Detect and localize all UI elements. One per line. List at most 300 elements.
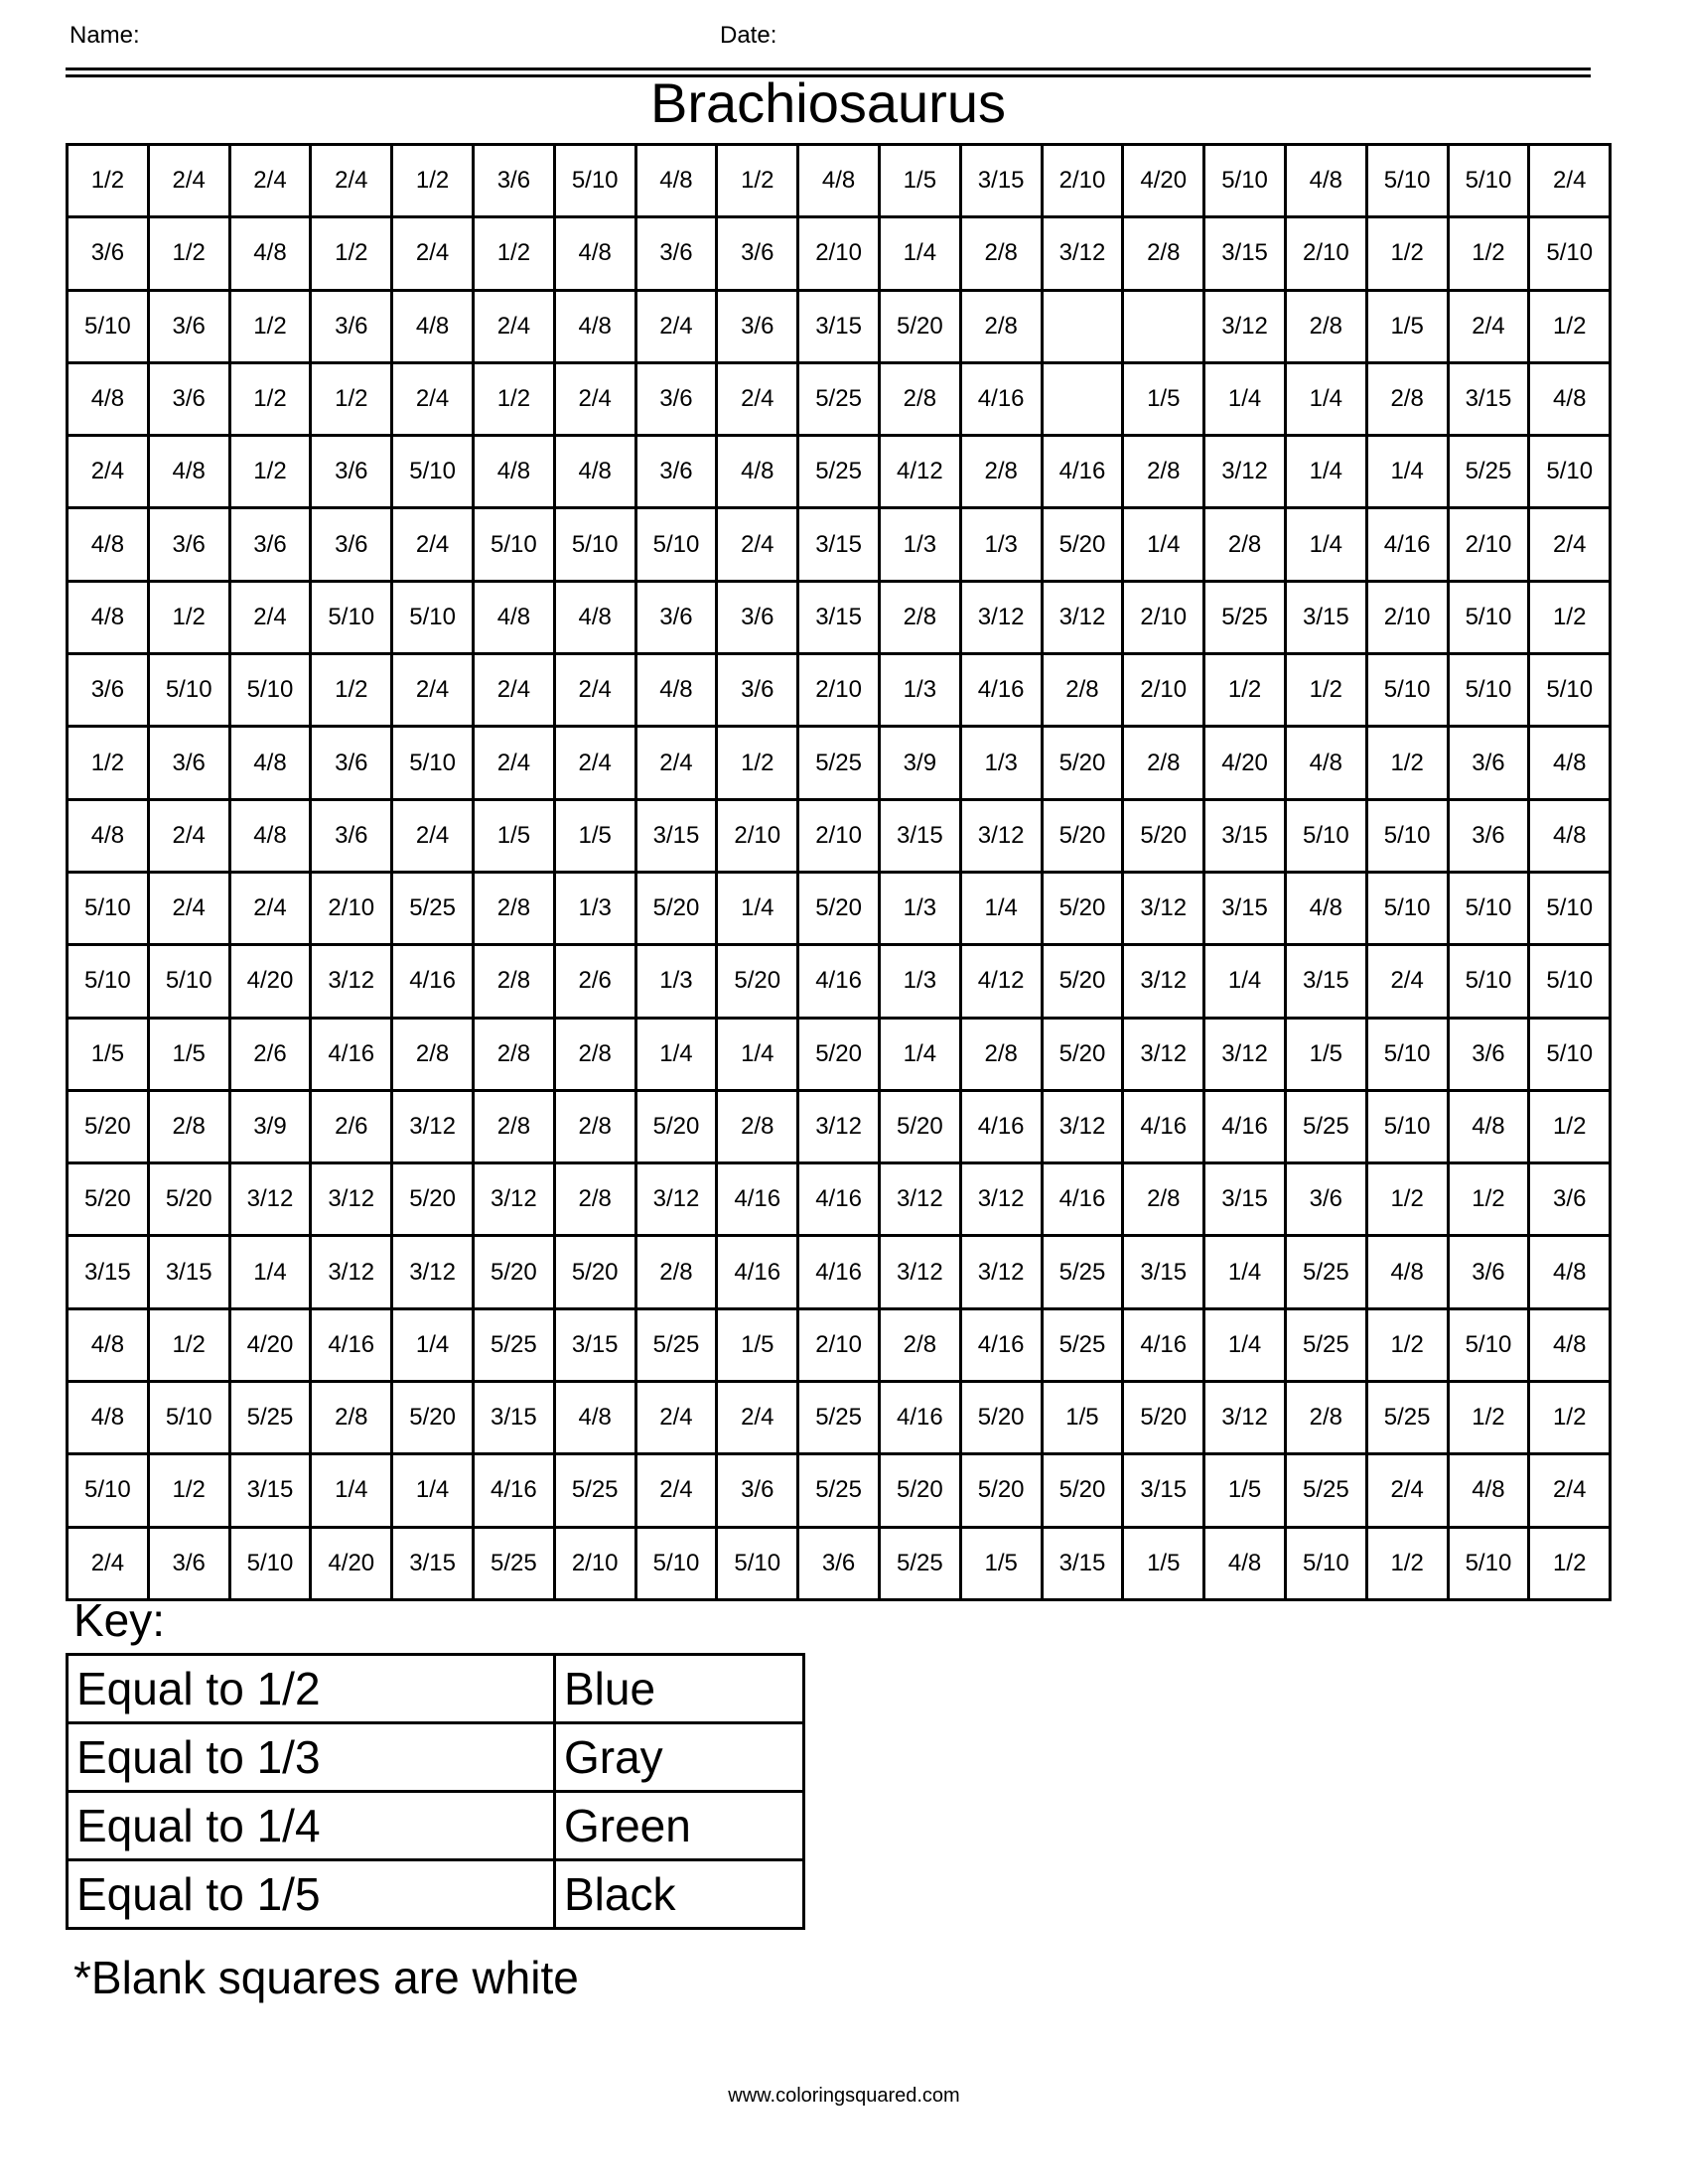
grid-cell: 1/3 — [879, 508, 960, 581]
grid-cell: 3/6 — [311, 799, 392, 872]
grid-cell: 1/2 — [148, 217, 229, 290]
grid-cell: 3/12 — [311, 1163, 392, 1236]
grid-row — [68, 799, 1611, 872]
grid-cell: 2/8 — [148, 1090, 229, 1162]
grid-cell: 4/8 — [148, 436, 229, 508]
grid-cell: 4/8 — [1285, 872, 1366, 944]
grid-cell: 4/8 — [1448, 1090, 1529, 1162]
grid-cell: 1/4 — [1366, 436, 1448, 508]
grid-cell: 2/4 — [473, 290, 554, 362]
key-fraction: Equal to 1/3 — [68, 1723, 555, 1792]
grid-cell: 1/4 — [392, 1308, 474, 1381]
grid-cell: 2/8 — [392, 1018, 474, 1090]
grid-cell: 5/10 — [554, 145, 635, 217]
grid-cell: 4/16 — [960, 654, 1042, 727]
grid-cell: 3/15 — [1448, 362, 1529, 435]
grid-cell: 3/12 — [392, 1090, 474, 1162]
grid-cell: 4/20 — [229, 1308, 311, 1381]
grid-cell: 1/4 — [879, 217, 960, 290]
grid-cell: 4/16 — [960, 1308, 1042, 1381]
grid-cell: 1/2 — [1448, 1382, 1529, 1454]
grid-cell: 4/16 — [1042, 1163, 1123, 1236]
grid-cell: 5/20 — [1042, 727, 1123, 799]
grid-cell: 5/20 — [635, 1090, 717, 1162]
grid-cell: 3/15 — [1204, 217, 1286, 290]
grid-cell: 3/12 — [1042, 581, 1123, 653]
grid-cell: 2/10 — [798, 1308, 880, 1381]
grid-cell: 1/3 — [554, 872, 635, 944]
grid-cell: 2/4 — [1448, 290, 1529, 362]
grid-cell: 3/6 — [1448, 1236, 1529, 1308]
grid-cell: 5/10 — [229, 654, 311, 727]
grid-cell: 4/8 — [473, 436, 554, 508]
grid-cell: 2/8 — [1123, 217, 1204, 290]
grid-cell: 2/8 — [1123, 436, 1204, 508]
grid-cell: 1/3 — [879, 654, 960, 727]
grid-cell: 4/8 — [68, 362, 149, 435]
grid-cell: 5/20 — [879, 1454, 960, 1527]
grid-cell: 1/4 — [311, 1454, 392, 1527]
grid-row — [68, 362, 1611, 435]
grid-cell: 3/6 — [473, 145, 554, 217]
grid-cell: 1/4 — [635, 1018, 717, 1090]
grid-cell: 2/6 — [311, 1090, 392, 1162]
grid-cell: 1/4 — [392, 1454, 474, 1527]
key-color: Gray — [555, 1723, 804, 1792]
grid-cell: 3/12 — [1123, 1018, 1204, 1090]
grid-cell: 3/15 — [1123, 1454, 1204, 1527]
grid-cell: 1/5 — [1204, 1454, 1286, 1527]
grid-cell: 3/15 — [798, 508, 880, 581]
grid-cell: 5/20 — [68, 1090, 149, 1162]
grid-cell: 3/6 — [311, 436, 392, 508]
grid-cell: 1/3 — [960, 508, 1042, 581]
grid-row — [68, 1308, 1611, 1381]
grid-cell: 5/20 — [1042, 1454, 1123, 1527]
grid-cell: 2/4 — [635, 1454, 717, 1527]
grid-cell: 2/8 — [554, 1163, 635, 1236]
key-fraction: Equal to 1/2 — [68, 1655, 555, 1723]
grid-cell: 3/15 — [392, 1527, 474, 1599]
grid-cell: 5/20 — [879, 290, 960, 362]
grid-cell: 2/4 — [148, 145, 229, 217]
grid-row — [68, 581, 1611, 653]
grid-cell: 2/8 — [1366, 362, 1448, 435]
grid-cell: 5/25 — [635, 1308, 717, 1381]
grid-row — [68, 145, 1611, 217]
grid-cell: 4/8 — [1285, 727, 1366, 799]
grid-cell: 3/6 — [68, 654, 149, 727]
grid-cell: 5/20 — [1042, 799, 1123, 872]
grid-row — [68, 217, 1611, 290]
grid-cell: 3/15 — [1285, 581, 1366, 653]
grid-cell: 5/20 — [798, 872, 880, 944]
grid-cell: 2/10 — [798, 654, 880, 727]
grid-cell: 3/6 — [311, 508, 392, 581]
grid-cell: 3/6 — [635, 362, 717, 435]
grid-cell: 2/10 — [1285, 217, 1366, 290]
grid-cell — [1042, 290, 1123, 362]
grid-cell: 2/4 — [635, 727, 717, 799]
grid-cell: 1/2 — [68, 727, 149, 799]
grid-cell: 3/6 — [68, 217, 149, 290]
grid-cell: 5/10 — [311, 581, 392, 653]
grid-cell: 3/6 — [635, 436, 717, 508]
key-color: Black — [555, 1860, 804, 1929]
grid-cell: 3/15 — [1285, 945, 1366, 1018]
date-label: Date: — [720, 22, 777, 49]
grid-cell: 2/8 — [554, 1090, 635, 1162]
grid-cell: 5/20 — [635, 872, 717, 944]
grid-cell: 4/8 — [635, 145, 717, 217]
grid-cell: 3/6 — [717, 581, 798, 653]
grid-cell: 3/12 — [879, 1163, 960, 1236]
grid-cell: 1/2 — [1285, 654, 1366, 727]
grid-cell: 5/20 — [1042, 1018, 1123, 1090]
grid-cell: 3/6 — [635, 581, 717, 653]
grid-cell: 5/10 — [1366, 799, 1448, 872]
name-label: Name: — [70, 22, 140, 49]
grid-row — [68, 654, 1611, 727]
grid-cell: 1/2 — [148, 1454, 229, 1527]
grid-cell: 2/8 — [1123, 727, 1204, 799]
key-table — [66, 1653, 805, 1930]
grid-cell — [1042, 362, 1123, 435]
grid-cell: 4/8 — [68, 1308, 149, 1381]
key-row — [68, 1860, 804, 1929]
grid-cell: 3/6 — [311, 290, 392, 362]
grid-cell: 3/6 — [717, 1454, 798, 1527]
grid-cell: 5/10 — [473, 508, 554, 581]
grid-cell: 3/6 — [717, 290, 798, 362]
grid-cell: 4/8 — [1529, 799, 1611, 872]
grid-row — [68, 290, 1611, 362]
grid-cell: 2/4 — [717, 508, 798, 581]
grid-cell: 5/20 — [392, 1382, 474, 1454]
grid-cell: 3/12 — [229, 1163, 311, 1236]
grid-cell: 4/16 — [1123, 1308, 1204, 1381]
grid-cell: 3/6 — [1448, 1018, 1529, 1090]
grid-cell: 2/4 — [473, 654, 554, 727]
grid-cell: 4/8 — [392, 290, 474, 362]
grid-cell: 3/12 — [960, 799, 1042, 872]
grid-cell: 2/4 — [473, 727, 554, 799]
page-title: Brachiosaurus — [650, 71, 1006, 134]
grid-cell: 1/5 — [68, 1018, 149, 1090]
grid-cell: 3/6 — [717, 654, 798, 727]
grid-cell: 2/8 — [717, 1090, 798, 1162]
grid-cell: 4/16 — [960, 362, 1042, 435]
grid-cell: 2/8 — [473, 872, 554, 944]
grid-cell: 5/20 — [68, 1163, 149, 1236]
grid-cell: 2/4 — [1529, 1454, 1611, 1527]
puzzle-grid — [66, 143, 1612, 1601]
grid-cell: 5/10 — [1366, 145, 1448, 217]
grid-cell: 4/8 — [68, 1382, 149, 1454]
grid-cell: 1/2 — [1529, 1382, 1611, 1454]
key-label: Key: — [73, 1594, 166, 1646]
grid-cell: 2/6 — [554, 945, 635, 1018]
grid-cell: 3/12 — [1204, 1018, 1286, 1090]
grid-cell: 1/5 — [960, 1527, 1042, 1599]
grid-cell: 1/3 — [879, 945, 960, 1018]
grid-cell: 1/2 — [473, 217, 554, 290]
grid-cell: 5/20 — [1042, 872, 1123, 944]
grid-cell: 3/6 — [148, 727, 229, 799]
grid-cell: 2/8 — [473, 1018, 554, 1090]
grid-cell: 3/12 — [635, 1163, 717, 1236]
grid-cell: 4/16 — [1204, 1090, 1286, 1162]
grid-cell: 4/8 — [554, 290, 635, 362]
grid-cell: 4/16 — [311, 1308, 392, 1381]
grid-cell: 4/16 — [960, 1090, 1042, 1162]
grid-cell: 3/15 — [554, 1308, 635, 1381]
grid-cell: 1/2 — [1529, 290, 1611, 362]
grid-row — [68, 1527, 1611, 1599]
grid-cell: 5/10 — [392, 436, 474, 508]
grid-cell: 3/6 — [635, 217, 717, 290]
grid-cell: 1/3 — [635, 945, 717, 1018]
grid-cell: 1/5 — [717, 1308, 798, 1381]
key-row — [68, 1655, 804, 1723]
grid-cell: 1/3 — [960, 727, 1042, 799]
grid-cell: 1/2 — [1529, 1090, 1611, 1162]
grid-cell: 3/15 — [229, 1454, 311, 1527]
grid-cell: 4/8 — [798, 145, 880, 217]
grid-cell: 3/15 — [1042, 1527, 1123, 1599]
grid-cell: 5/25 — [798, 436, 880, 508]
grid-row — [68, 1090, 1611, 1162]
grid-cell: 5/10 — [635, 508, 717, 581]
grid-cell: 1/5 — [879, 145, 960, 217]
grid-cell: 3/12 — [1204, 1382, 1286, 1454]
grid-cell: 2/8 — [960, 290, 1042, 362]
grid-cell: 2/4 — [229, 145, 311, 217]
grid-cell: 1/5 — [1366, 290, 1448, 362]
grid-cell: 2/8 — [1285, 290, 1366, 362]
grid-cell: 5/20 — [148, 1163, 229, 1236]
grid-cell: 2/10 — [311, 872, 392, 944]
grid-cell: 4/16 — [473, 1454, 554, 1527]
grid-cell: 1/5 — [1123, 1527, 1204, 1599]
grid-cell: 5/20 — [798, 1018, 880, 1090]
grid-cell: 1/4 — [1204, 945, 1286, 1018]
grid-cell: 5/10 — [1529, 945, 1611, 1018]
grid-cell: 3/15 — [148, 1236, 229, 1308]
grid-cell: 5/20 — [960, 1454, 1042, 1527]
grid-cell: 1/2 — [1529, 1527, 1611, 1599]
grid-cell: 3/12 — [473, 1163, 554, 1236]
grid-cell: 1/2 — [1366, 727, 1448, 799]
grid-cell: 5/10 — [68, 945, 149, 1018]
grid-cell: 3/15 — [68, 1236, 149, 1308]
grid-cell: 4/8 — [1285, 145, 1366, 217]
grid-cell: 1/2 — [1366, 1527, 1448, 1599]
grid-cell: 1/2 — [717, 145, 798, 217]
grid-cell: 2/10 — [554, 1527, 635, 1599]
grid-cell: 2/4 — [68, 436, 149, 508]
key-fraction: Equal to 1/5 — [68, 1860, 555, 1929]
grid-cell: 1/2 — [1448, 217, 1529, 290]
grid-cell: 1/5 — [1285, 1018, 1366, 1090]
grid-cell: 5/20 — [473, 1236, 554, 1308]
grid-cell: 2/8 — [879, 1308, 960, 1381]
grid-cell: 3/6 — [1448, 727, 1529, 799]
grid-cell: 5/25 — [798, 362, 880, 435]
grid-cell: 3/12 — [1123, 945, 1204, 1018]
grid-cell: 5/10 — [229, 1527, 311, 1599]
grid-cell: 5/10 — [1529, 436, 1611, 508]
grid-cell: 3/6 — [148, 290, 229, 362]
grid-cell: 2/10 — [1123, 654, 1204, 727]
grid-cell: 2/10 — [1366, 581, 1448, 653]
key-color: Blue — [555, 1655, 804, 1723]
grid-cell: 2/4 — [717, 1382, 798, 1454]
grid-cell: 5/25 — [1285, 1090, 1366, 1162]
grid-cell: 5/10 — [717, 1527, 798, 1599]
grid-cell: 2/8 — [554, 1018, 635, 1090]
grid-cell: 1/5 — [1123, 362, 1204, 435]
grid-cell: 2/8 — [960, 436, 1042, 508]
grid-cell: 3/12 — [798, 1090, 880, 1162]
grid-cell: 2/4 — [635, 1382, 717, 1454]
grid-cell: 4/16 — [717, 1236, 798, 1308]
grid-cell: 4/8 — [229, 799, 311, 872]
grid-cell: 5/10 — [1448, 581, 1529, 653]
grid-cell: 1/3 — [879, 872, 960, 944]
grid-cell: 3/6 — [1285, 1163, 1366, 1236]
grid-cell: 5/25 — [1285, 1308, 1366, 1381]
grid-cell: 4/8 — [68, 581, 149, 653]
grid-cell: 1/2 — [311, 654, 392, 727]
grid-cell: 2/8 — [1123, 1163, 1204, 1236]
footer-url: www.coloringsquared.com — [728, 2085, 960, 2107]
grid-cell: 3/6 — [148, 362, 229, 435]
grid-cell: 3/12 — [1204, 290, 1286, 362]
grid-cell: 1/2 — [229, 436, 311, 508]
grid-cell: 2/4 — [392, 508, 474, 581]
grid-cell: 4/8 — [554, 217, 635, 290]
grid-cell: 1/2 — [229, 290, 311, 362]
grid-cell: 4/8 — [1366, 1236, 1448, 1308]
grid-cell: 4/16 — [798, 1163, 880, 1236]
grid-cell: 1/2 — [1204, 654, 1286, 727]
grid-cell: 1/4 — [1123, 508, 1204, 581]
grid-row — [68, 1018, 1611, 1090]
grid-cell: 2/4 — [392, 654, 474, 727]
grid-cell: 4/8 — [1529, 727, 1611, 799]
grid-cell: 1/2 — [148, 1308, 229, 1381]
grid-cell: 2/4 — [229, 872, 311, 944]
grid-cell: 5/10 — [68, 290, 149, 362]
grid-cell: 1/4 — [879, 1018, 960, 1090]
grid-cell: 2/4 — [554, 654, 635, 727]
grid-cell: 3/12 — [960, 1163, 1042, 1236]
grid-cell: 3/9 — [229, 1090, 311, 1162]
grid-cell: 3/15 — [879, 799, 960, 872]
grid-cell: 1/2 — [68, 145, 149, 217]
grid-cell: 3/15 — [798, 290, 880, 362]
grid-cell: 2/4 — [148, 872, 229, 944]
grid-cell: 4/8 — [229, 727, 311, 799]
grid-cell: 5/10 — [1366, 654, 1448, 727]
grid-cell: 2/4 — [1366, 1454, 1448, 1527]
grid-cell: 4/16 — [1123, 1090, 1204, 1162]
grid-cell: 3/15 — [960, 145, 1042, 217]
grid-cell: 3/15 — [473, 1382, 554, 1454]
grid-cell: 1/4 — [960, 872, 1042, 944]
grid-cell: 5/20 — [717, 945, 798, 1018]
grid-cell: 5/10 — [392, 727, 474, 799]
grid-cell: 5/20 — [960, 1382, 1042, 1454]
grid-cell: 5/25 — [1448, 436, 1529, 508]
grid-cell: 3/9 — [879, 727, 960, 799]
grid-cell: 3/12 — [1204, 436, 1286, 508]
grid-cell: 3/12 — [879, 1236, 960, 1308]
grid-row — [68, 1236, 1611, 1308]
grid-cell: 4/16 — [879, 1382, 960, 1454]
grid-cell: 4/16 — [392, 945, 474, 1018]
grid-cell: 1/4 — [1204, 362, 1286, 435]
grid-cell: 2/4 — [311, 145, 392, 217]
grid-cell: 4/20 — [229, 945, 311, 1018]
grid-cell: 5/20 — [554, 1236, 635, 1308]
grid-cell: 5/10 — [1285, 799, 1366, 872]
grid-cell: 4/8 — [717, 436, 798, 508]
grid-cell: 4/8 — [68, 799, 149, 872]
grid-cell: 5/25 — [392, 872, 474, 944]
grid-cell: 2/8 — [311, 1382, 392, 1454]
grid-cell: 2/10 — [798, 799, 880, 872]
grid-cell: 4/8 — [554, 581, 635, 653]
grid-cell: 2/4 — [392, 799, 474, 872]
grid-cell: 2/4 — [1366, 945, 1448, 1018]
grid-cell: 4/20 — [1204, 727, 1286, 799]
grid-cell: 1/4 — [717, 1018, 798, 1090]
grid-cell: 5/25 — [554, 1454, 635, 1527]
grid-cell: 5/25 — [1285, 1454, 1366, 1527]
grid-cell: 1/2 — [392, 145, 474, 217]
grid-cell: 5/10 — [148, 654, 229, 727]
grid-cell: 4/8 — [229, 217, 311, 290]
grid-cell: 1/2 — [311, 217, 392, 290]
grid-cell: 4/16 — [1042, 436, 1123, 508]
grid-cell: 2/4 — [1529, 145, 1611, 217]
grid-cell: 5/10 — [1366, 872, 1448, 944]
grid-cell: 2/10 — [798, 217, 880, 290]
grid-cell: 5/10 — [148, 1382, 229, 1454]
grid-cell: 5/25 — [1285, 1236, 1366, 1308]
grid-cell: 2/8 — [960, 217, 1042, 290]
grid-cell: 4/16 — [798, 945, 880, 1018]
grid-cell: 4/8 — [68, 508, 149, 581]
grid-cell: 2/10 — [1448, 508, 1529, 581]
grid-cell: 5/25 — [879, 1527, 960, 1599]
grid-cell: 4/16 — [1366, 508, 1448, 581]
grid-cell: 5/10 — [1448, 145, 1529, 217]
key-note: *Blank squares are white — [73, 1952, 579, 2003]
grid-cell: 5/25 — [473, 1308, 554, 1381]
grid-cell: 2/4 — [717, 362, 798, 435]
grid-cell: 2/10 — [1042, 145, 1123, 217]
grid-cell: 1/4 — [1285, 508, 1366, 581]
grid-cell: 4/8 — [473, 581, 554, 653]
grid-cell: 5/25 — [1042, 1308, 1123, 1381]
grid-cell: 1/5 — [473, 799, 554, 872]
grid-row — [68, 1382, 1611, 1454]
grid-cell: 5/10 — [1448, 872, 1529, 944]
grid-cell: 1/4 — [229, 1236, 311, 1308]
